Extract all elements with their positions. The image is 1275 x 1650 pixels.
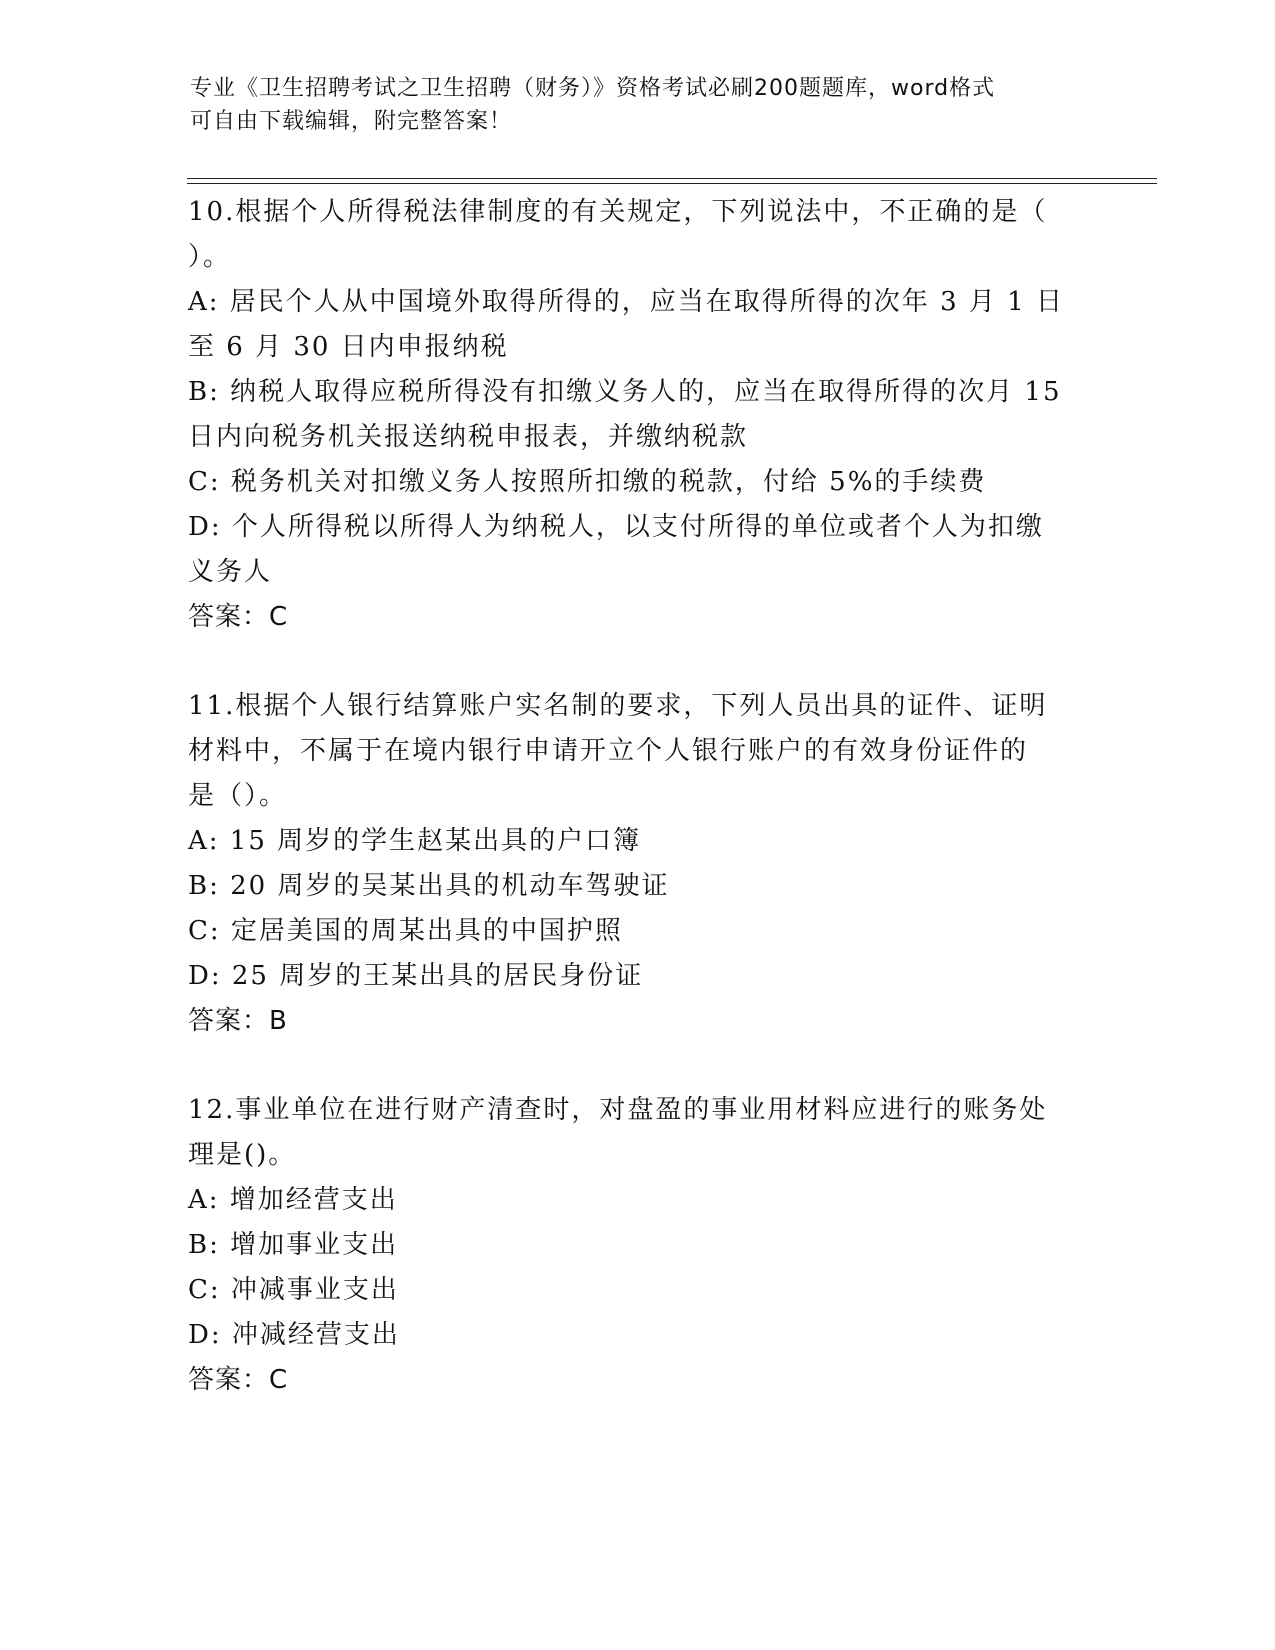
question-12 bbox=[188, 1088, 1088, 1403]
option-line: D: 个人所得税以所得人为纳税人，以支付所得的单位或者个人为扣缴 bbox=[188, 512, 1044, 542]
option-a bbox=[188, 280, 1088, 370]
header-line-1: 专业《卫生招聘考试之卫生招聘（财务）》资格考试必刷200题题库，word格式 bbox=[190, 76, 996, 101]
header-divider-bottom bbox=[187, 183, 1157, 184]
question-stem-line: 材料中，不属于在境内银行申请开立个人银行账户的有效身份证件的 bbox=[188, 736, 1029, 766]
option-line: B: 纳税人取得应税所得没有扣缴义务人的，应当在取得所得的次月 15 bbox=[188, 377, 1062, 407]
option-line: D: 25 周岁的王某出具的居民身份证 bbox=[188, 961, 644, 991]
option-c bbox=[188, 909, 1088, 954]
option-b bbox=[188, 370, 1088, 460]
question-stem-line: ）。 bbox=[188, 242, 232, 272]
option-line: A: 15 周岁的学生赵某出具的户口簿 bbox=[188, 826, 642, 856]
option-line: C: 定居美国的周某出具的中国护照 bbox=[188, 916, 623, 946]
option-line: A: 增加经营支出 bbox=[188, 1185, 398, 1215]
question-10 bbox=[188, 190, 1088, 640]
option-b bbox=[188, 1223, 1088, 1268]
option-line: B: 增加事业支出 bbox=[188, 1230, 399, 1260]
question-stem bbox=[188, 190, 1088, 280]
option-c bbox=[188, 1268, 1088, 1313]
question-list bbox=[188, 190, 1088, 1447]
answer-label: 答案：B bbox=[188, 1006, 288, 1036]
document-header bbox=[190, 72, 1090, 138]
question-11 bbox=[188, 684, 1088, 1044]
option-line: 至 6 月 30 日内申报纳税 bbox=[188, 332, 509, 362]
question-stem-line: 10.根据个人所得税法律制度的有关规定，下列说法中，不正确的是（ bbox=[188, 197, 1048, 227]
option-d bbox=[188, 1313, 1088, 1358]
question-stem-line: 理是()。 bbox=[188, 1140, 297, 1170]
option-c bbox=[188, 460, 1088, 505]
option-a bbox=[188, 819, 1088, 864]
option-line: 日内向税务机关报送纳税申报表，并缴纳税款 bbox=[188, 422, 749, 452]
option-a bbox=[188, 1178, 1088, 1223]
option-d bbox=[188, 505, 1088, 595]
option-d bbox=[188, 954, 1088, 999]
option-line: D: 冲减经营支出 bbox=[188, 1320, 400, 1350]
option-line: 义务人 bbox=[188, 557, 273, 587]
option-line: C: 冲减事业支出 bbox=[188, 1275, 399, 1305]
header-divider-top bbox=[187, 178, 1157, 179]
question-stem bbox=[188, 1088, 1088, 1178]
question-stem bbox=[188, 684, 1088, 819]
option-line: A: 居民个人从中国境外取得所得的，应当在取得所得的次年 3 月 1 日 bbox=[188, 287, 1064, 317]
question-stem-line: 11.根据个人银行结算账户实名制的要求，下列人员出具的证件、证明 bbox=[188, 691, 1048, 721]
question-stem-line: 12.事业单位在进行财产清查时，对盘盈的事业用材料应进行的账务处 bbox=[188, 1095, 1048, 1125]
option-b bbox=[188, 864, 1088, 909]
answer-label: 答案：C bbox=[188, 1365, 289, 1395]
answer-label: 答案：C bbox=[188, 602, 289, 632]
option-line: C: 税务机关对扣缴义务人按照所扣缴的税款，付给 5%的手续费 bbox=[188, 467, 987, 497]
header-line-2: 可自由下载编辑，附完整答案！ bbox=[190, 109, 513, 134]
question-stem-line: 是（）。 bbox=[188, 781, 288, 811]
option-line: B: 20 周岁的吴某出具的机动车驾驶证 bbox=[188, 871, 670, 901]
